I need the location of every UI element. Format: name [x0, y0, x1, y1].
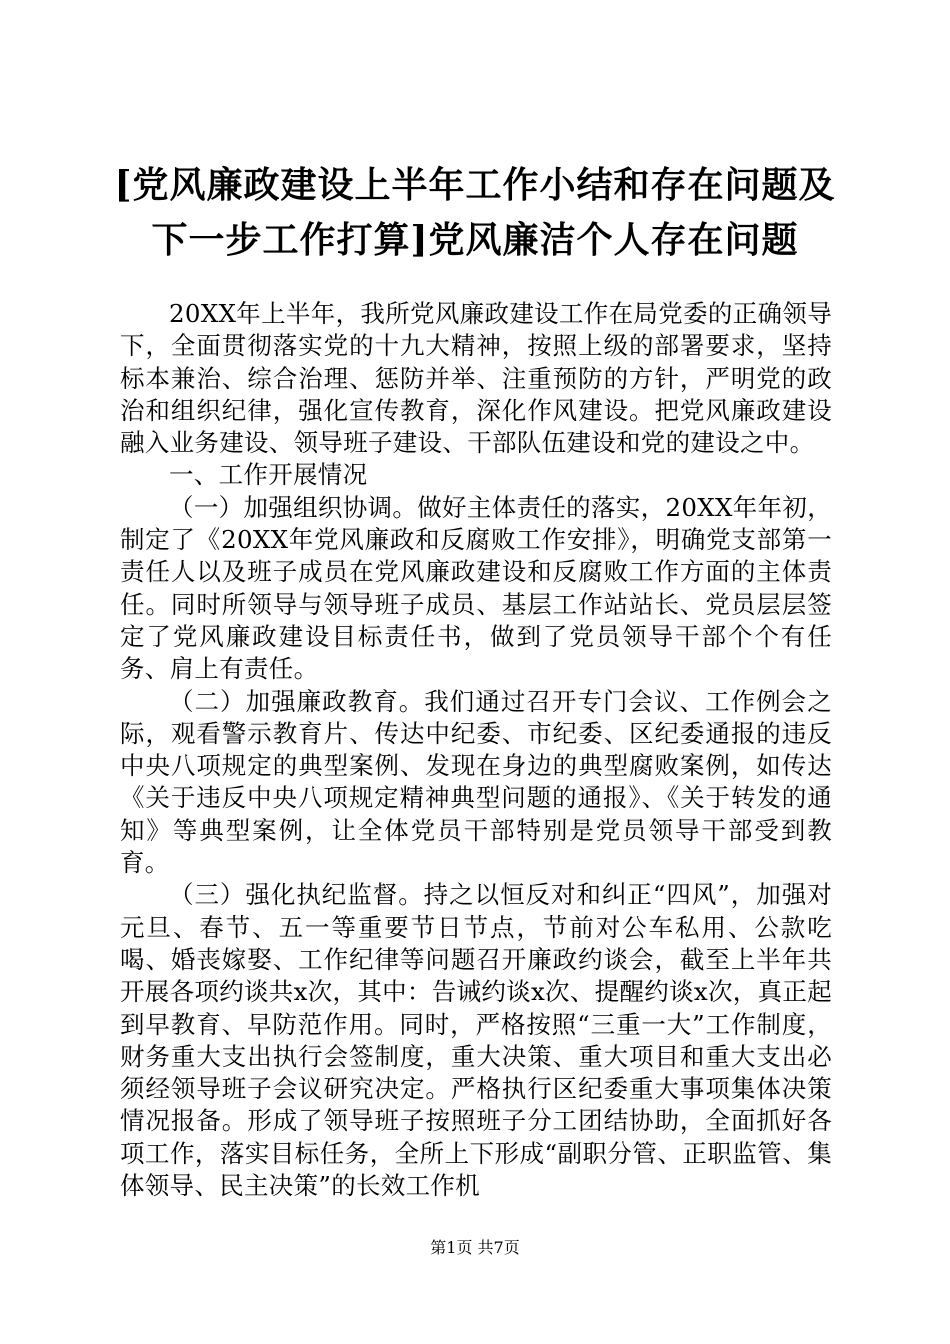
- document-title: [110, 158, 840, 268]
- subsection-paragraph-2: （二）加强廉政教育。我们通过召开专门会议、工作例会之际，观看警示教育片、传达中纪委、市纪委、区纪委通报的违反中央八项规定的典型案例、发现在身边的典型腐败案例，如传达《关于违反中央八项规定精神典型问题的通报》、《关于转发的通知》等典型案例，让全体党员干部特别是党员领导干部受到教育。: [120, 686, 832, 878]
- subsection-paragraph-3: （三）强化执纪监督。持之以恒反对和纠正“四风”，加强对元旦、春节、五一等重要节日节点，节前对公车私用、公款吃喝、婚丧嫁娶、工作纪律等问题召开廉政约谈会，截至上半年共开展各项约谈共x次，其中：告诫约谈x次、提醒约谈x次，真正起到早教育、早防范作用。同时，严格按照“三重一大”工作制度，财务重大支出执行会签制度，重大决策、重大项目和重大支出必须经领导班子会议研究决定。严格执行区纪委重大事项集体决策情况报备。形成了领导班子按照班子分工团结协助，全面抓好各项工作，落实目标任务，全所上下形成“副职分管、正职监管、集体领导、民主决策”的长效工作机: [120, 880, 832, 1201]
- page-number-footer: 第1页 共7页: [430, 1238, 520, 1257]
- title-line-2: 下一步工作打算]党风廉洁个人存在问题: [151, 219, 799, 261]
- intro-paragraph: 20XX年上半年，我所党风廉政建设工作在局党委的正确领导下，全面贯彻落实党的十九大精神，按照上级的部署要求，坚持标本兼治、综合治理、惩防并举、注重预防的方针，严明党的政治和组织纪律，强化宣传教育，深化作风建设。把党风廉政建设融入业务建设、领导班子建设、干部队伍建设和党的建设之中。: [120, 299, 832, 458]
- title-line-1: [党风廉政建设上半年工作小结和存在问题及: [114, 164, 836, 206]
- section-heading: 一、工作开展情况: [169, 460, 368, 490]
- subsection-paragraph-1: （一）加强组织协调。做好主体责任的落实，20XX年年初，制定了《20XX年党风廉政和反腐败工作安排》，明确党支部第一责任人以及班子成员在党风廉政建设和反腐败工作方面的主体责任。同时所领导与领导班子成员、基层工作站站长、党员层层签定了党风廉政建设目标责任书，做到了党员领导干部个个有任务、肩上有责任。: [120, 492, 832, 684]
- document-body: [120, 298, 832, 1202]
